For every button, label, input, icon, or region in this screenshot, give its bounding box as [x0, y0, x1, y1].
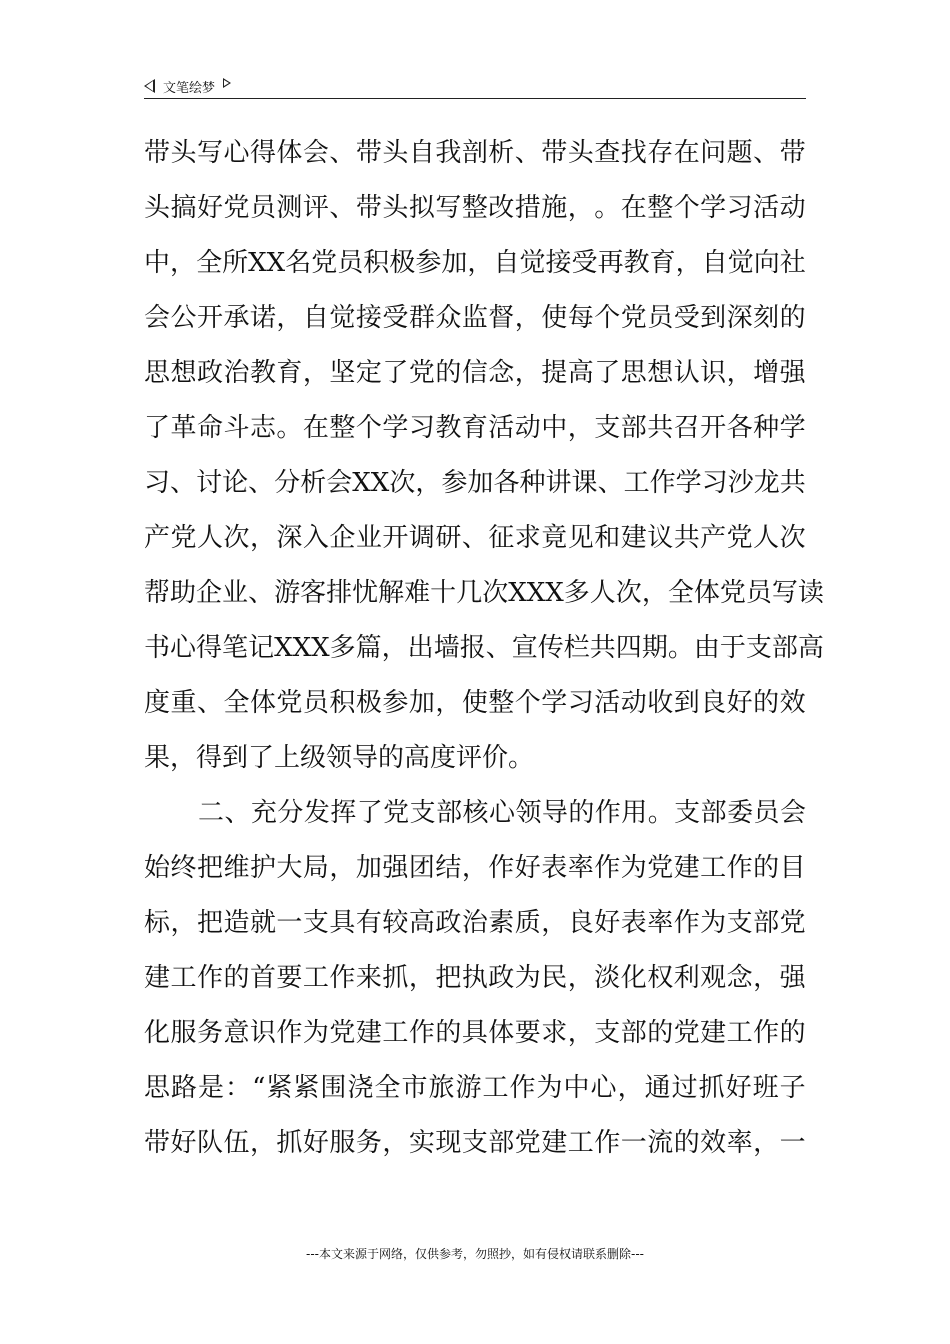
- text-line: 始 终 把 维 护 大 局 ， 加 强 团 结 ， 作 好 表 率 作 为 党 建 工 作 的 目: [144, 853, 806, 883]
- text-line: 帮 助 企 业 、 游 客 排 忧 解 难 十 几 次 X X X 多 人 次 ， 全 体 党 员 写 读: [144, 578, 824, 608]
- text-line: 产 党 人 次 ， 深 入 企 业 开 调 研 、 征 求 竟 见 和 建 议 共 产 党 人 次: [144, 523, 806, 553]
- text-line: 带 好 队 伍 ， 抓 好 服 务 ， 实 现 支 部 党 建 工 作 一 流 的 效 率 ， 一: [144, 1128, 806, 1158]
- document-body: [144, 126, 824, 1171]
- text-line: 建 工 作 的 首 要 工 作 来 抓 ， 把 执 政 为 民 ， 淡 化 权 利 观 念 ， 强: [144, 963, 806, 993]
- text-line: 思 想 政 治 教 育 ， 坚 定 了 党 的 信 念 ， 提 高 了 思 想 认 识 ， 增 强: [144, 358, 806, 388]
- text-line: 带 头 写 心 得 体 会 、 带 头 自 我 剖 析 、 带 头 查 找 存 在 问 题 、 带: [144, 138, 806, 168]
- text-line: 度 重 、 全 体 党 员 积 极 参 加 ， 使 整 个 学 习 活 动 收 到 良 好 的 效: [144, 688, 806, 718]
- text-line: 果，得到了上级领导的高度评价。: [144, 743, 535, 773]
- text-line: 中 ， 全 所 X X 名 党 员 积 极 参 加 ， 自 觉 接 受 再 教 育 ， 自 觉 向 社: [144, 248, 806, 278]
- page-footer: ---本文来源于网络，仅供参考，勿照抄，如有侵权请联系删除---: [306, 1247, 644, 1261]
- text-line: 化 服 务 意 识 作 为 党 建 工 作 的 具 体 要 求 ， 支 部 的 党 建 工 作 的: [144, 1018, 806, 1048]
- text-line: 习 、 讨 论 、 分 析 会 X X 次 ， 参 加 各 种 讲 课 、 工 作 学 习 沙 龙 共: [144, 468, 806, 498]
- triangle-left-icon: [144, 79, 155, 93]
- text-line: 书 心 得 笔 记 X X X 多 篇 ， 出 墙 报 、 宣 传 栏 共 四 期 。 由 于 支 部 高: [144, 633, 824, 663]
- text-line: 标 ， 把 造 就 一 支 具 有 较 高 政 治 素 质 ， 良 好 表 率 作 为 支 部 党: [144, 908, 806, 938]
- paragraph-2: [144, 786, 806, 1171]
- text-line: 会 公 开 承 诺 ， 自 觉 接 受 群 众 监 督 ， 使 每 个 党 员 受 到 深 刻 的: [144, 303, 806, 333]
- text-line: 思 路 是 ： “ 紧 紧 围 浇 全 市 旅 游 工 作 为 中 心 ， 通 过 抓 好 班 子: [144, 1073, 806, 1103]
- text-line: 头 搞 好 党 员 测 评 、 带 头 拟 写 整 改 措 施 ， 。 在 整 个 学 习 活 动: [144, 193, 806, 223]
- triangle-right-icon: [223, 78, 231, 88]
- header-divider: [144, 98, 806, 99]
- text-line: 了 革 命 斗 志 。 在 整 个 学 习 教 育 活 动 中 ， 支 部 共 召 开 各 种 学: [144, 413, 806, 443]
- header-title: 文笔绘梦: [163, 80, 216, 96]
- page-header: [144, 74, 806, 98]
- text-line: 二 、 充 分 发 挥 了 党 支 部 核 心 领 导 的 作 用 。 支 部 委 员 会: [198, 798, 806, 828]
- paragraph-1: [144, 126, 824, 786]
